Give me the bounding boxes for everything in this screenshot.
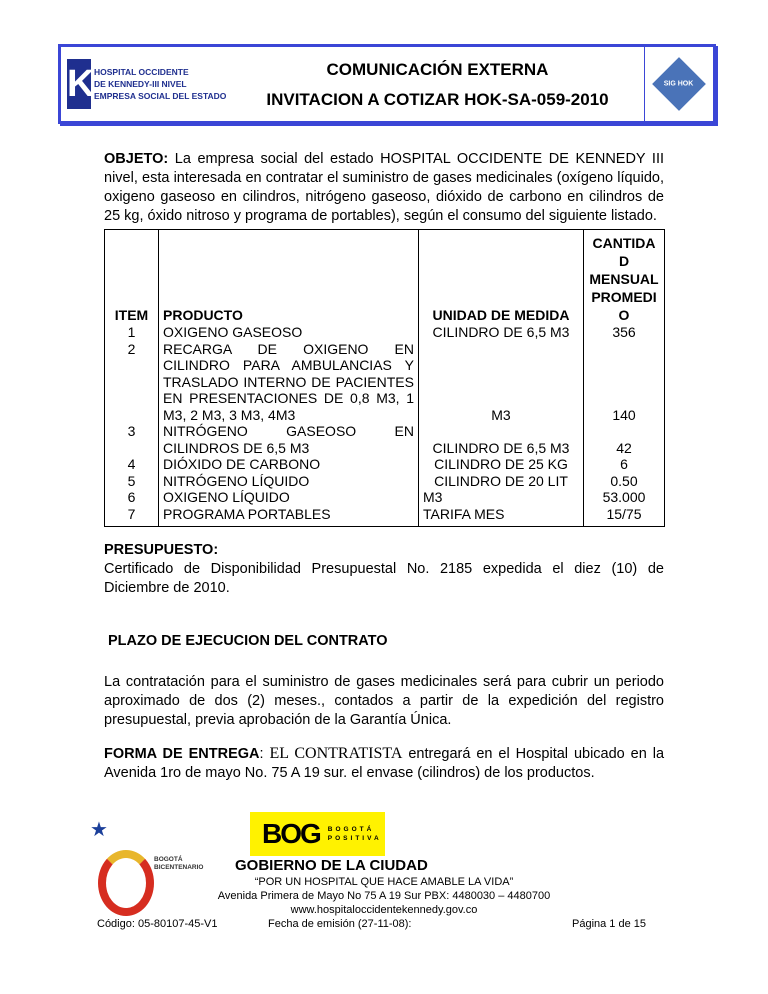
cell-item: 3 [105,423,159,456]
table-row [105,423,665,456]
document-header [58,44,716,124]
logo-line: DE KENNEDY-III NIVEL [94,79,187,89]
cell-unidad: CILINDRO DE 25 KG [419,456,584,473]
cell-item: 6 [105,489,159,506]
objeto-paragraph [104,150,664,226]
bicentenario-text: BOGOTÁ BICENTENARIO [154,856,204,871]
cell-producto: RECARGA DE OXIGENO EN CILINDRO PARA AMBULANCIAS Y TRASLADO INTERNO DE PACIENTES EN PRESENTACIONES DE 0,8 M3, 1 M3, 2 M3, 3 M3, 4M3 [159,341,419,424]
cell-unidad: CILINDRO DE 20 LIT [419,473,584,490]
website: www.hospitaloccidentekennedy.gov.co [290,904,478,916]
table-row [105,324,665,341]
fecha-emision: Fecha de emisión (27-11-08): [268,918,412,930]
plazo-heading [108,632,664,651]
cell-unidad: CILINDRO DE 6,5 M3 [419,324,584,341]
cell-cantidad: 42 [584,423,665,456]
cell-item: 1 [105,324,159,341]
bicentenario-logo: ★ BOGOTÁ BICENTENARIO [84,820,194,920]
cell-cantidad: 15/75 [584,506,665,527]
entrega-label: FORMA DE ENTREGA [104,746,260,762]
objeto-text: La empresa social del estado HOSPITAL OCCIDENTE DE KENNEDY III nivel, esta interesada en contratar el suministro de gases medicinales (oxígeno líquido, oxigeno gaseoso en cilindros, nitrógeno gaseoso, dióxido de carbono en cilindros de 25 kg, óxido nitroso y programa de portables), según el consumo del siguiente listado. [104,151,664,224]
document-title: COMUNICACIÓN EXTERNA [326,60,549,79]
table-row [105,456,665,473]
entrega-paragraph [104,744,664,783]
entrega-text: entregará en el Hospital ubicado en la Avenida 1ro de mayo No. 75 A 19 sur. el envase (cilindros) de los productos. [104,746,665,781]
logo-line: EMPRESA SOCIAL DEL ESTADO [94,91,227,101]
cell-producto: OXIGENO LÍQUIDO [159,489,419,506]
objeto-label: OBJETO: [104,151,169,167]
slogan: “POR UN HOSPITAL QUE HACE AMABLE LA VIDA” [254,876,514,888]
cell-cantidad: 356 [584,324,665,341]
logo-line: HOSPITAL OCCIDENTE [94,67,189,77]
plazo-text: La contratación para el suministro de gases medicinales será para cubrir un periodo aproximado de dos (2) meses., contados a partir de la expedición del registro presupuestal, previa aprobación de la Garantía Única. [104,674,664,728]
bog-text: BOG [262,818,320,849]
col-unidad: UNIDAD DE MEDIDA [419,230,584,325]
cell-unidad: M3 [419,489,584,506]
hospital-logo: K HOSPITAL OCCIDENTE DE KENNEDY-III NIVEL EMPRESA SOCIAL DEL ESTADO [61,47,231,121]
contratista-text: EL CONTRATISTA [269,745,403,762]
table-row [105,506,665,527]
codigo: Código: 05-80107-45-V1 [97,918,218,930]
cell-cantidad: 53.000 [584,489,665,506]
table-row [105,341,665,424]
entrega-colon: : [259,746,270,762]
cell-producto: NITRÓGENO LÍQUIDO [159,473,419,490]
cell-cantidad: 6 [584,456,665,473]
cell-unidad: CILINDRO DE 6,5 M3 [419,423,584,456]
cell-unidad: M3 [419,341,584,424]
document-subtitle: INVITACION A COTIZAR HOK-SA-059-2010 [266,90,609,109]
plazo-label: PLAZO DE EJECUCION DEL CONTRATO [108,633,388,649]
bogota-positiva-logo [250,812,385,856]
cell-cantidad: 140 [584,341,665,424]
sig-logo-text: SIG HOK [664,80,694,88]
address: Avenida Primera de Mayo No 75 A 19 Sur PBX: 4480030 – 4480700 [217,890,551,902]
col-producto: PRODUCTO [159,230,419,325]
cell-cantidad: 0.50 [584,473,665,490]
products-table [104,229,665,527]
document-body [104,150,664,783]
cell-producto: DIÓXIDO DE CARBONO [159,456,419,473]
col-cantidad: CANTIDAD MENSUAL PROMEDIO [584,230,665,325]
table-row [105,473,665,490]
cell-item: 7 [105,506,159,527]
page-number: Página 1 de 15 [572,918,647,930]
col-item: ITEM [105,230,159,325]
cell-item: 4 [105,456,159,473]
cell-unidad: TARIFA MES [419,506,584,527]
cell-item: 5 [105,473,159,490]
table-row [105,489,665,506]
cell-producto: NITRÓGENO GASEOSO EN CILINDROS DE 6,5 M3 [159,423,419,456]
presupuesto-text: Certificado de Disponibilidad Presupuestal No. 2185 expedida el diez (10) de Diciembre de 2010. [104,561,664,596]
cell-item: 2 [105,341,159,424]
sig-hok-logo [644,47,713,121]
cell-producto: OXIGENO GASEOSO [159,324,419,341]
presupuesto-paragraph [104,541,664,598]
presupuesto-label: PRESUPUESTO: [104,542,219,558]
cell-producto: PROGRAMA PORTABLES [159,506,419,527]
bog-sub-text: BOGOTÁ POSITIVA [327,826,382,842]
gobierno-text: GOBIERNO DE LA CIUDAD [235,857,428,874]
